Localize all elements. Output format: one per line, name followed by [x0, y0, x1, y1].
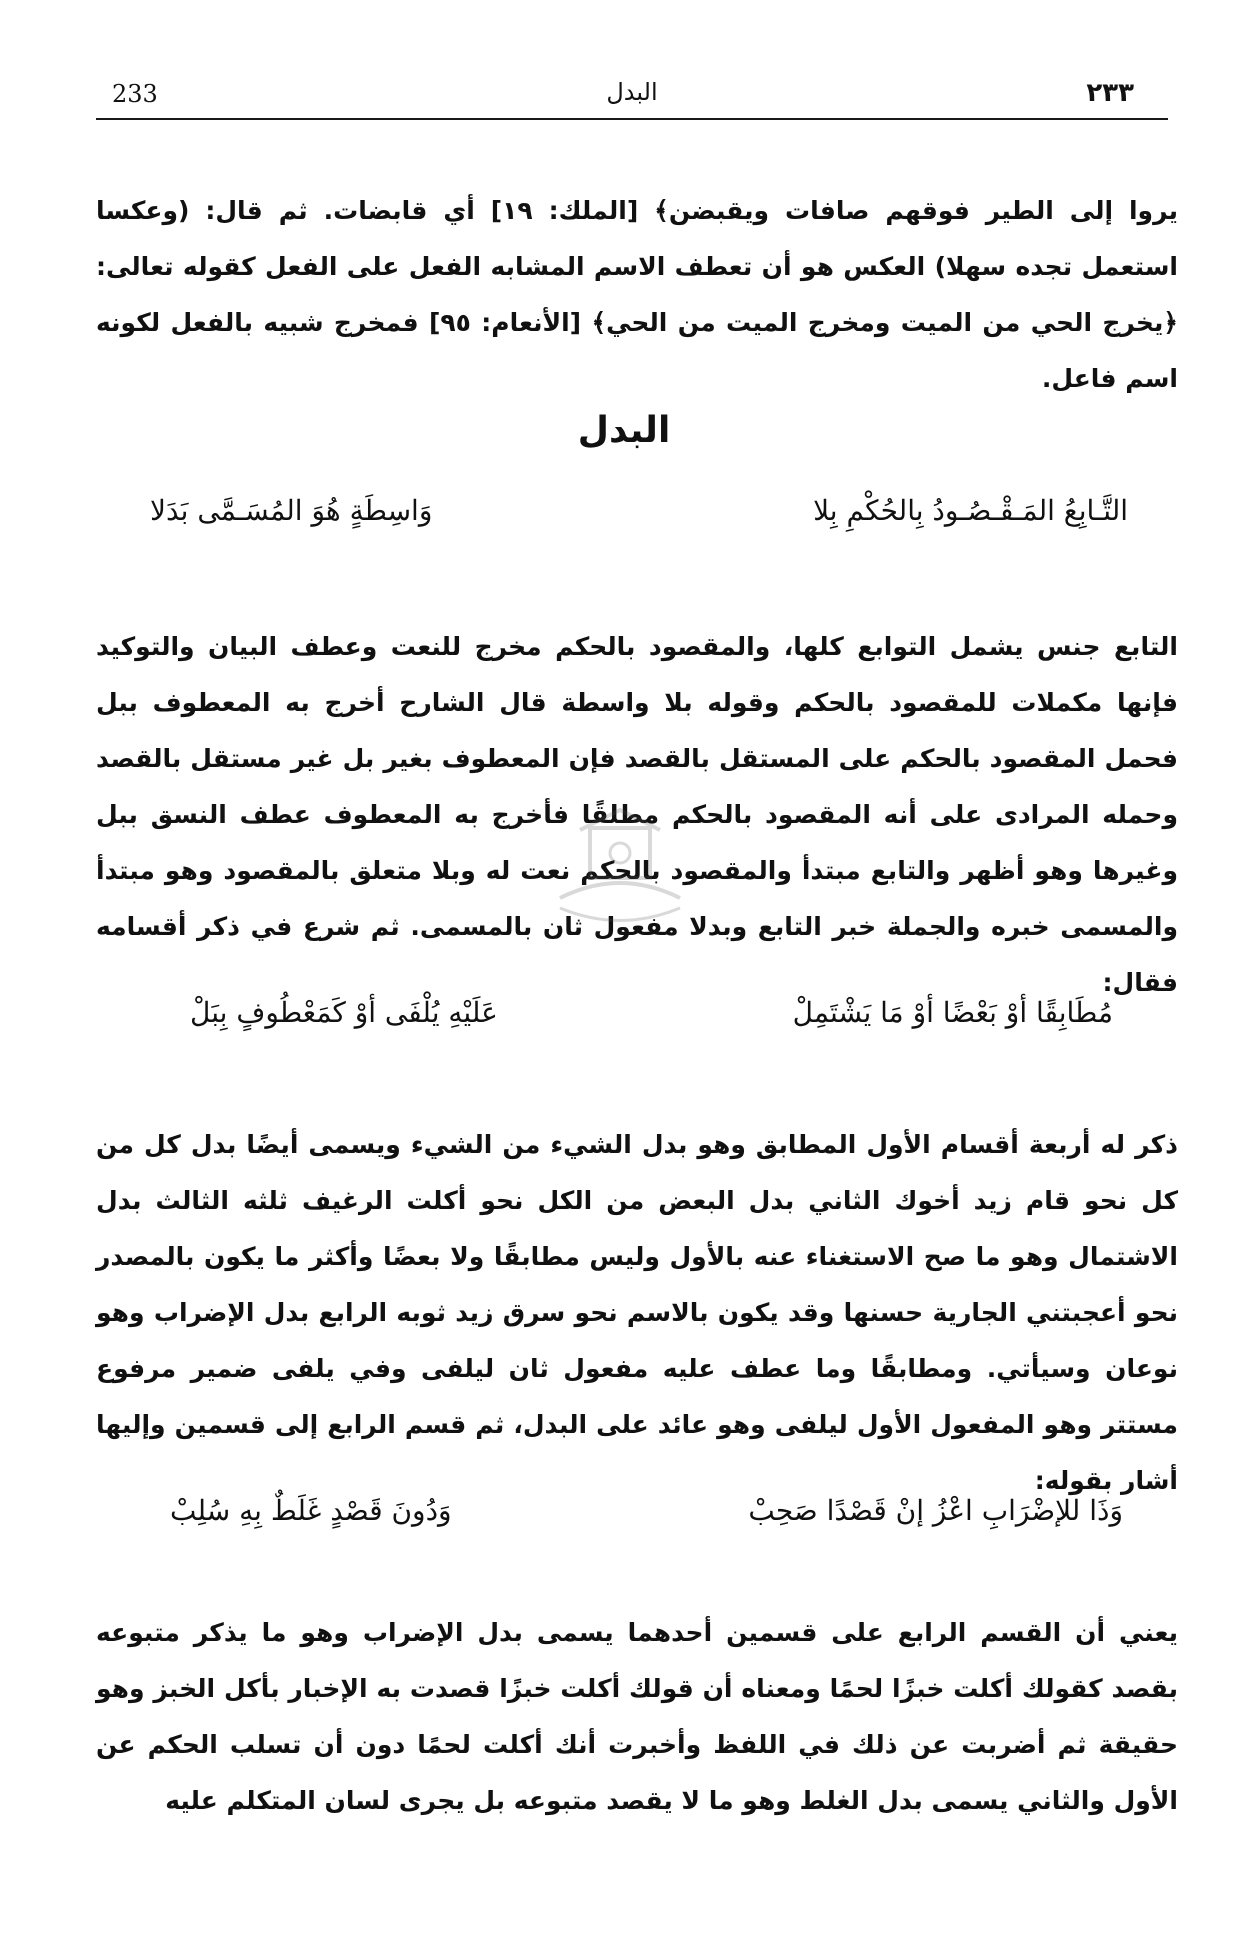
continuation-paragraph: يروا إلى الطير فوقهم صافات ويقبضن﴾ [الملك: ١٩] أي قابضات. ثم قال: (وعكسا استعمل تجده سهلا) العكس هو أن تعطف الاسم المشابه الفعل على الفعل كقوله تعالى: ﴿يخرج الحي من الميت ومخرج الميت من الحي﴾ [الأنعام: ٩٥] فمخرج شبيه بالفعل لكونه اسم فاعل.	[96, 196, 1179, 393]
verse-3	[170, 1494, 1123, 1544]
page-number-arabic: ٢٣٣	[1086, 78, 1134, 108]
commentary-paragraph-1: التابع جنس يشمل التوابع كلها، والمقصود بالحكم مخرج للنعت وعطف البيان والتوكيد فإنها مكملات للمقصود بالحكم وقوله بلا واسطة قال الشارح أخرج به المعطوف ببل فحمل المقصود بالحكم على المستقل بالقصد فإن المعطوف بغير بل غير مستقل بالقصد وحمله المرادى على أنه المقصود بالحكم مطلقًا فأخرج به المعطوف عطف النسق ببل وغيرها وهو أظهر والتابع مبتدأ والمقصود بالحكم نعت له وبلا متعلق بالمقصود وهو مبتدأ والمسمى خبره والجملة خبر التابع وبدلا مفعول ثان بالمسمى. ثم شرع في ذكر أقسامه فقال:	[96, 632, 1178, 997]
verse-3-second-half: وَدُونَ قَصْدٍ غَلَطٌ بِهِ سُلِبْ	[170, 1494, 452, 1527]
verse-1-first-half: التَّـابِعُ المَـقْـصُـودُ بِالحُكْمِ بِلا	[813, 494, 1128, 527]
verse-1	[150, 494, 1128, 544]
verse-2	[190, 996, 1113, 1046]
verse-3-first-half: وَذَا للإضْرَابِ اعْزُ إنْ قَصْدًا صَحِبْ	[748, 1494, 1123, 1527]
commentary-paragraph-3: يعني أن القسم الرابع على قسمين أحدهما يسمى بدل الإضراب وهو ما يذكر متبوعه بقصد كقولك أكلت خبزًا لحمًا ومعناه أن قولك أكلت خبزًا قصدت به الإخبار بأكل الخبز وهو حقيقة ثم أضربت عن ذلك في اللفظ وأخبرت أنك أكلت لحمًا دون أن تسلب الحكم عن الأول والثاني يسمى بدل الغلط وهو ما لا يقصد متبوعه بل يجرى لسان المتكلم عليه	[96, 1618, 1178, 1815]
library-watermark-icon	[520, 808, 720, 938]
verse-2-second-half: عَلَيْهِ يُلْفَى أوْ كَمَعْطُوفٍ بِبَلْ	[190, 996, 498, 1029]
commentary-paragraph-2: ذكر له أربعة أقسام الأول المطابق وهو بدل الشيء من الشيء ويسمى أيضًا بدل كل من كل نحو قام زيد أخوك الثاني بدل البعض من الكل نحو أكلت الرغيف ثلثه الثالث بدل الاشتمال وهو ما صح الاستغناء عنه بالأول وليس مطابقًا ولا بعضًا وأكثر ما يكون بالمصدر نحو أعجبتني الجارية حسنها وقد يكون بالاسم نحو سرق زيد ثوبه الرابع بدل الإضراب وهو نوعان وسيأتي. ومطابقًا وما عطف عليه مفعول ثان ليلفى وفي يلفى ضمير مرفوع مستتر وهو المفعول الأول ليلفى وهو عائد على البدل، ثم قسم الرابع إلى قسمين وإليها أشار بقوله:	[96, 1130, 1178, 1495]
verse-2-first-half: مُطَابِقًا أوْ بَعْضًا أوْ مَا يَشْتَمِلْ	[792, 996, 1113, 1029]
section-title: البدل	[577, 410, 671, 451]
page-number-latin: 233	[112, 80, 158, 108]
verse-1-second-half: وَاسِطَةٍ هُوَ المُسَـمَّى بَدَلا	[150, 494, 433, 527]
page-header	[96, 78, 1168, 120]
running-title: البدل	[606, 78, 658, 106]
